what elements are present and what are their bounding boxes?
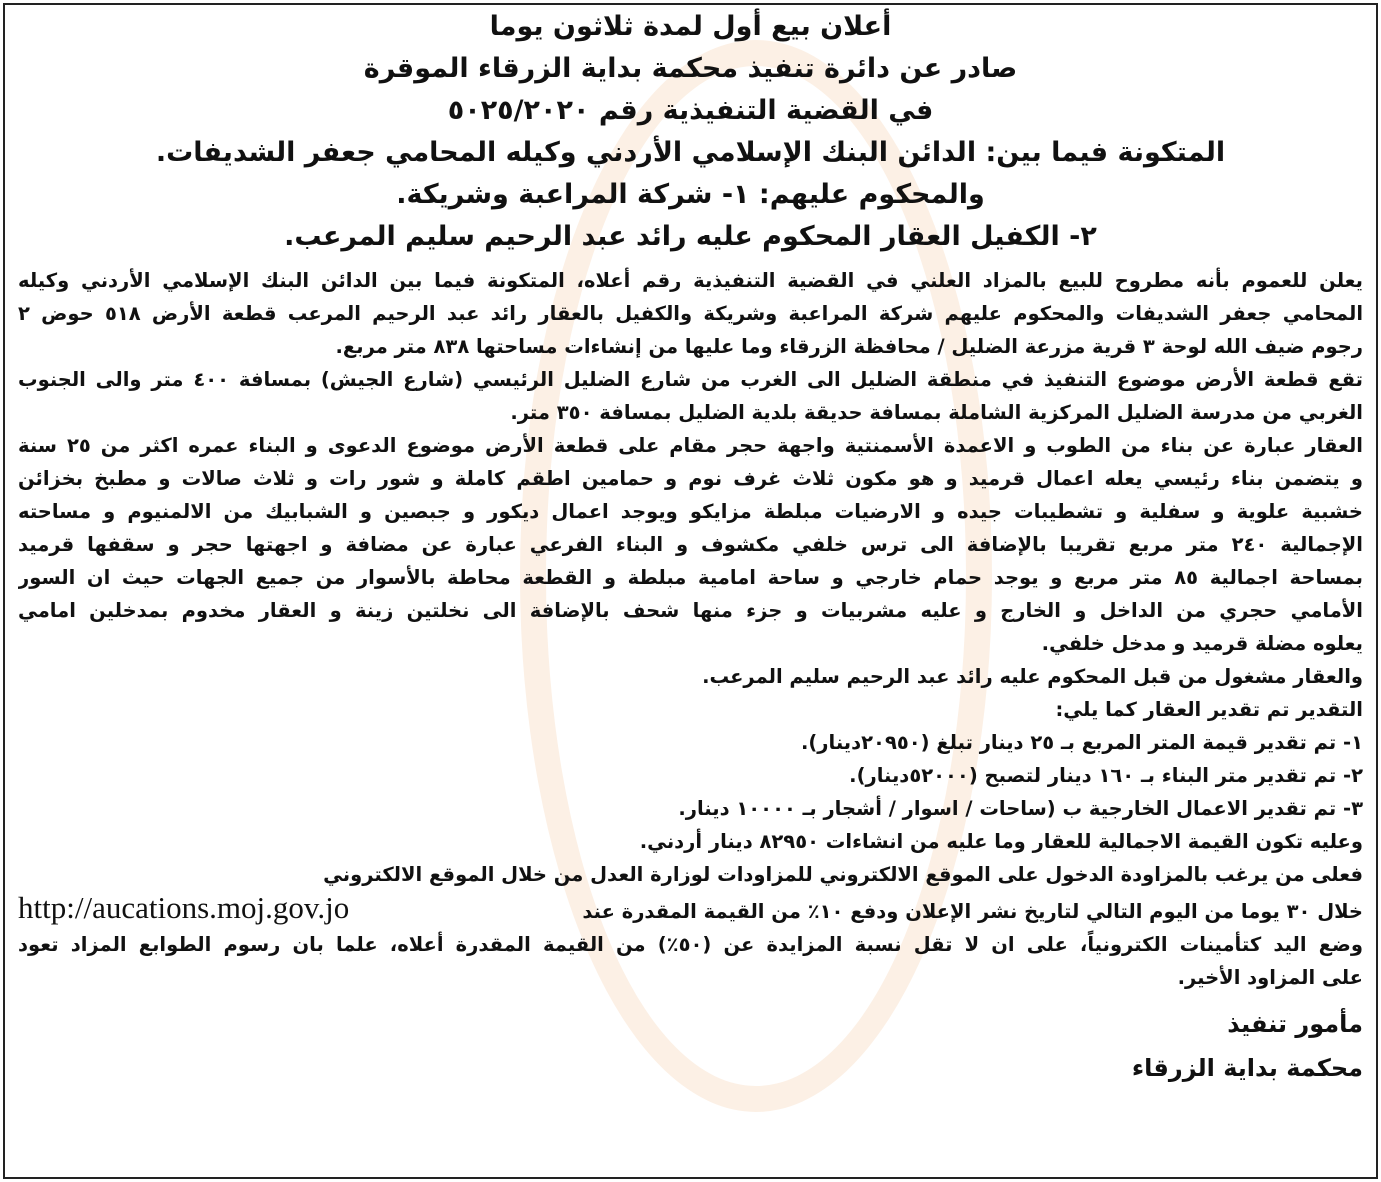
auctions-url-link[interactable]: http://aucations.moj.gov.jo — [18, 891, 350, 925]
valuation-heading: التقدير تم تقدير العقار كما يلي: — [1055, 698, 1363, 721]
body-line: و يتضمن بناء رئيسي يعله اعمال قرميد و هو مكون ثلاث غرف نوم و حمامين اطقم كاملة و شور رات و ثلاث صالات و مطبخ بخزائن — [18, 467, 1363, 490]
court-notice — [18, 6, 1363, 1090]
signature-court: محكمة بداية الزرقاء — [1131, 1054, 1363, 1082]
body-line: المحامي جعفر الشديفات والمحكوم عليهم شركة المراعبة وشريكة والكفيل بالعقار رائد عبد الرحيم المرعب قطعة الأرض ٥١٨ حوض ٢ — [18, 302, 1363, 325]
body-line: الإجمالية ٢٤٠ متر مربع تقريبا بالإضافة الى ترس خلفي مكشوف و البناء الفرعي عبارة عن مضافة و اجهتها حجر و سقفها قرميد — [18, 533, 1363, 556]
body-line: وضع اليد كتأمينات الكترونياً، على ان لا تقل نسبة المزايدة عن (٥٠٪) من القيمة المقدرة أعلاه، علما بان رسوم الطوابع المزاد تعود — [18, 933, 1363, 956]
body-line: فعلى من يرغب بالمزاودة الدخول على الموقع الالكتروني للمزاودات لوزارة العدل من خلال الموقع الالكتروني — [323, 863, 1363, 886]
body-line: بمساحة اجمالية ٨٥ متر مربع و يوجد حمام خارجي و ساحة امامية مبلطة و القطعة محاطة بالأسوار من جميع الجهات حيث ان السور — [18, 566, 1363, 589]
valuation-item: ٣- تم تقدير الاعمال الخارجية ب (ساحات / اسوار / أشجار بـ ١٠٠٠٠ دينار. — [678, 797, 1363, 820]
body-line: تقع قطعة الأرض موضوع التنفيذ في منطقة الضليل الى الغرب من شارع الضليل الرئيسي (شارع الجيش) بمسافة ٤٠٠ متر والى الجنوب — [18, 368, 1363, 391]
url-line — [18, 891, 1363, 928]
total-value: وعليه تكون القيمة الاجمالية للعقار وما عليه من انشاءات ٨٢٩٥٠ دينار أردني. — [639, 830, 1363, 853]
body-line: العقار عبارة عن بناء من الطوب و الاعمدة الأسمنتية واجهة حجر مقام على قطعة الأرض موضوع الدعوى و البناء عمره اكثر من ٢٥ سنة — [18, 434, 1363, 457]
body-line: الأمامي حجري من الداخل و الخارج و عليه مشربيات و جزء منها شحف بالإضافة الى نخلتين زينة و العقار مخدوم بمدخلين امامي — [18, 599, 1363, 622]
case-number: في القضية التنفيذية رقم ٥٠٢٥/٢٠٢٠ — [447, 95, 934, 126]
url-line-text: خلال ٣٠ يوما من اليوم التالي لتاريخ نشر الإعلان ودفع ١٠٪ من القيمة المقدرة عند — [582, 900, 1363, 923]
body-line: على المزاود الأخير. — [1177, 966, 1363, 989]
valuation-item: ١- تم تقدير قيمة المتر المربع بـ ٢٥ دينار تبلغ (٢٠٩٥٠دينار). — [800, 731, 1363, 754]
body-line: يعلوه مضلة قرميد و مدخل خلفي. — [1041, 632, 1363, 655]
valuation-item: ٢- تم تقدير متر البناء بـ ١٦٠ دينار لتصبح (٥٢٠٠٠دينار). — [849, 764, 1363, 787]
body-line: خشبية علوية و سفلية و تشطيبات جيده و الارضيات مبلطة مزايكو ويوجد اعمال ديكور و جبصين و الشبابيك من الالمنيوم و مساحته — [18, 500, 1363, 523]
body-line: يعلن للعموم بأنه مطروح للبيع بالمزاد العلني في القضية التنفيذية رقم أعلاه، المتكونة فيما بين الدائن البنك الإسلامي الأردني وكيله — [18, 269, 1363, 292]
notice-issuer: صادر عن دائرة تنفيذ محكمة بداية الزرقاء الموقرة — [363, 53, 1018, 84]
defendants-2: ٢- الكفيل العقار المحكوم عليه رائد عبد الرحيم سليم المرعب. — [284, 221, 1097, 252]
notice-title: أعلان بيع أول لمدة ثلاثون يوما — [489, 11, 892, 42]
signature-role: مأمور تنفيذ — [1227, 1010, 1363, 1038]
body-line: والعقار مشغول من قبل المحكوم عليه رائد عبد الرحيم سليم المرعب. — [702, 665, 1363, 688]
body-line: الغربي من مدرسة الضليل المركزية الشاملة بمسافة حديقة بلدية الضليل بمسافة ٣٥٠ متر. — [510, 401, 1363, 424]
body-line: رجوم ضيف الله لوحة ٣ قرية مزرعة الضليل / محافظة الزرقاء وما عليها من إنشاءات مساحتها ٨٣٨ متر مربع. — [335, 335, 1363, 358]
defendants-1: والمحكوم عليهم: ١- شركة المراعبة وشريكة. — [396, 179, 985, 210]
parties: المتكونة فيما بين: الدائن البنك الإسلامي الأردني وكيله المحامي جعفر الشديفات. — [155, 137, 1226, 168]
